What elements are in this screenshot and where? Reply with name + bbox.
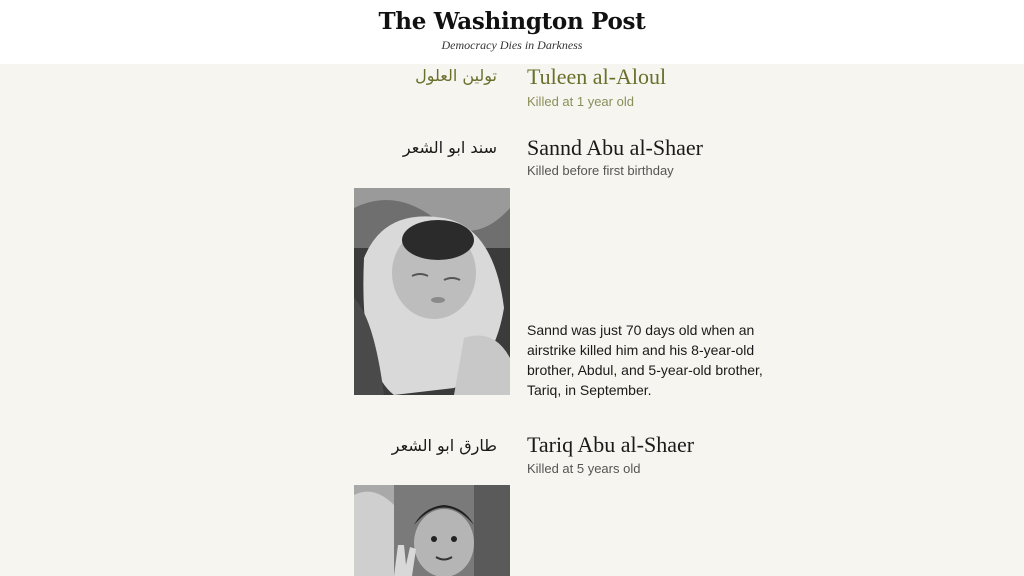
victim-photo-baby [354, 188, 510, 395]
arabic-name: تولين العلول [415, 66, 497, 85]
victim-age: Killed before first birthday [527, 163, 674, 178]
site-tagline: Democracy Dies in Darkness [441, 38, 583, 52]
arabic-name: طارق ابو الشعر [391, 436, 497, 455]
masthead [0, 0, 1024, 64]
arabic-name: سند ابو الشعر [402, 138, 497, 157]
victim-age: Killed at 1 year old [527, 94, 634, 109]
victim-photo-child [354, 485, 510, 576]
victim-name: Tuleen al-Aloul [527, 64, 667, 89]
site-logo[interactable]: The Washington Post [378, 8, 646, 35]
victim-name: Sannd Abu al-Shaer [527, 135, 703, 160]
victim-name: Tariq Abu al-Shaer [527, 432, 695, 457]
victim-story: Sannd was just 70 days old when an airstrike killed him and his 8-year-old brother, Abdul, and 5-year-old brother, Tariq, in September. [527, 322, 763, 398]
victim-age: Killed at 5 years old [527, 461, 641, 476]
